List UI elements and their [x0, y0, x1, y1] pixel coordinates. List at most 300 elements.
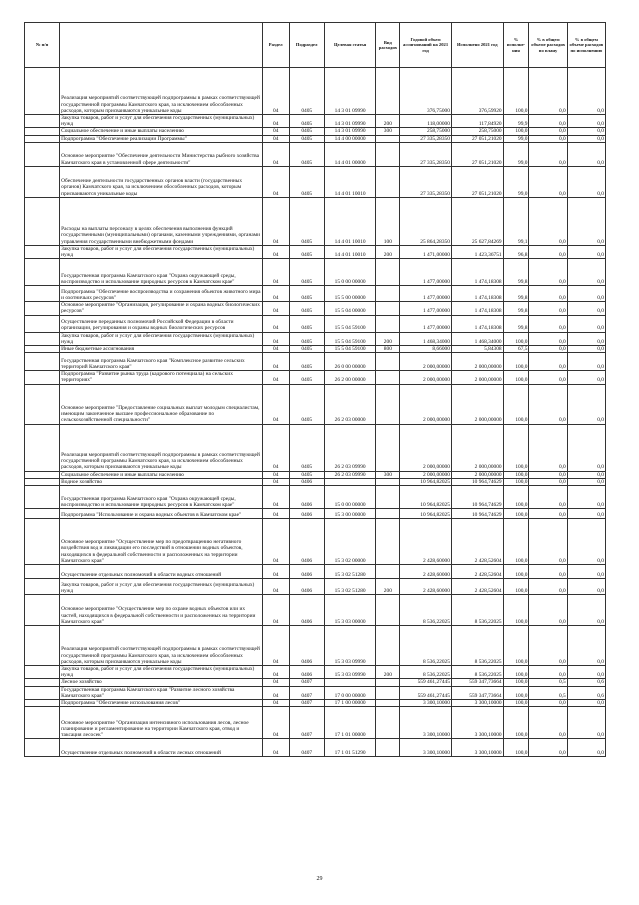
row-share-plan-cell: 0,0	[529, 128, 567, 135]
row-share-plan-cell: 0,0	[529, 509, 567, 519]
row-annual-cell: 2 000,00000	[400, 471, 452, 478]
row-share-exec-cell: 0,0	[567, 135, 605, 142]
row-section-cell: 04	[262, 332, 289, 345]
row-executed-cell: 10 964,74629	[451, 509, 503, 519]
row-annual-cell: 10 964,82025	[400, 509, 452, 519]
row-share-plan-cell: 0,0	[529, 68, 567, 115]
row-name-cell: Реализация мероприятий соответствующей подпрограммы в рамках соответствующей государственной программы Камчатского края, за исключением обособленных расходов, которым присваиваются уникальные коды	[60, 626, 263, 666]
row-annual-cell: 8 536,22025	[400, 595, 452, 626]
row-share-plan-cell: 0,0	[529, 332, 567, 345]
row-executed-cell: 2 000,00000	[451, 424, 503, 471]
row-share-exec-cell: 0,0	[567, 509, 605, 519]
row-share-plan-cell: 0,0	[529, 424, 567, 471]
row-subsection-cell: 0406	[289, 666, 324, 679]
row-annual-cell: 3 300,10000	[400, 739, 452, 757]
row-share-exec-cell: 0,0	[567, 128, 605, 135]
row-num-cell	[25, 565, 60, 579]
table-row	[25, 128, 606, 135]
row-executed-cell: 3 300,10000	[451, 700, 503, 707]
row-pct-cell: 100,0	[503, 565, 529, 579]
row-pct-cell: 100,0	[503, 707, 529, 739]
header-num: № п/п	[25, 23, 60, 68]
row-section-cell: 04	[262, 565, 289, 579]
row-target-cell: 26 2 03 00000	[324, 384, 376, 424]
row-share-exec-cell: 0,0	[567, 565, 605, 579]
row-share-exec-cell: 0,0	[567, 707, 605, 739]
row-target-cell: 15 5 04 00000	[324, 302, 376, 315]
table-row	[25, 346, 606, 353]
row-share-exec-cell: 0,0	[567, 68, 605, 115]
table-row	[25, 686, 606, 699]
row-name-cell: Социальное обеспечение и иные выплаты населению	[60, 128, 263, 135]
row-share-exec-cell: 0,0	[567, 478, 605, 485]
row-exp-type-cell	[376, 739, 400, 757]
row-executed-cell: 1 468,34000	[451, 332, 503, 345]
row-name-cell: Основное мероприятие "Осуществление мер по предотвращению негативного воздействия вод и ликвидации его последствий в отношении водных объектов, находящихся в федеральной собственности и расположенных на территории Камчатского края"	[60, 519, 263, 565]
row-exp-type-cell	[376, 142, 400, 166]
row-annual-cell: 2 428,60000	[400, 579, 452, 595]
row-executed-cell: 8 536,22025	[451, 666, 503, 679]
row-annual-cell: 27 335,28350	[400, 166, 452, 197]
row-name-cell: Закупка товаров, работ и услуг для обеспечения государственных (муниципальных) нужд	[60, 115, 263, 128]
row-section-cell: 04	[262, 739, 289, 757]
row-exp-type-cell	[376, 135, 400, 142]
header-share-plan: % в общем объеме расходов по плану	[529, 23, 567, 68]
row-pct-cell: 100,0	[503, 424, 529, 471]
row-section-cell: 04	[262, 595, 289, 626]
row-share-exec-cell: 0,0	[567, 245, 605, 258]
row-annual-cell: 118,00000	[400, 115, 452, 128]
row-annual-cell: 25 864,28350	[400, 197, 452, 245]
table-row	[25, 371, 606, 384]
row-num-cell	[25, 332, 60, 345]
row-num-cell	[25, 686, 60, 699]
table-row	[25, 259, 606, 286]
row-num-cell	[25, 579, 60, 595]
row-share-exec-cell: 0,6	[567, 679, 605, 686]
row-target-cell: 17 1 01 00000	[324, 707, 376, 739]
row-annual-cell: 2 428,60000	[400, 565, 452, 579]
row-share-exec-cell: 0,0	[567, 519, 605, 565]
table-row	[25, 595, 606, 626]
table-row	[25, 579, 606, 595]
row-share-plan-cell: 0,0	[529, 166, 567, 197]
row-exp-type-cell: 300	[376, 128, 400, 135]
row-target-cell: 15 3 03 09990	[324, 666, 376, 679]
row-subsection-cell: 0406	[289, 579, 324, 595]
row-executed-cell: 2 000,00000	[451, 371, 503, 384]
row-pct-cell: 99,0	[503, 166, 529, 197]
row-executed-cell: 258,75000	[451, 128, 503, 135]
row-exp-type-cell	[376, 384, 400, 424]
table-row	[25, 666, 606, 679]
row-share-exec-cell: 0,0	[567, 353, 605, 371]
row-name-cell: Реализация мероприятий соответствующей подпрограммы в рамках соответствующей государственной программы Камчатского края, за исключением обособленных расходов, которым присваиваются уникальные коды	[60, 68, 263, 115]
row-exp-type-cell	[376, 68, 400, 115]
row-subsection-cell: 0407	[289, 707, 324, 739]
row-section-cell: 04	[262, 346, 289, 353]
row-annual-cell: 1 477,00000	[400, 286, 452, 302]
header-name	[60, 23, 263, 68]
row-subsection-cell: 0405	[289, 424, 324, 471]
row-executed-cell: 10 964,74629	[451, 486, 503, 509]
row-share-exec-cell: 0,0	[567, 579, 605, 595]
row-subsection-cell: 0405	[289, 115, 324, 128]
row-name-cell: Государственная программа Камчатского края "Развитие лесного хозяйства Камчатского края"	[60, 686, 263, 699]
table-row	[25, 353, 606, 371]
row-annual-cell: 10 964,82025	[400, 486, 452, 509]
row-executed-cell: 376,59920	[451, 68, 503, 115]
row-subsection-cell: 0405	[289, 166, 324, 197]
row-pct-cell: 100,0	[503, 686, 529, 699]
row-target-cell: 15 0 00 00000	[324, 486, 376, 509]
row-num-cell	[25, 197, 60, 245]
table-row	[25, 166, 606, 197]
table-row	[25, 197, 606, 245]
row-name-cell: Основное мероприятие "Организация, регулирование и охрана водных биологических ресурсов"	[60, 302, 263, 315]
row-annual-cell: 27 335,28350	[400, 135, 452, 142]
row-section-cell: 04	[262, 519, 289, 565]
row-pct-cell: 99,1	[503, 197, 529, 245]
row-target-cell: 15 3 03 09990	[324, 626, 376, 666]
table-row	[25, 68, 606, 115]
row-exp-type-cell	[376, 286, 400, 302]
row-executed-cell: 559 347,73664	[451, 679, 503, 686]
row-target-cell: 15 3 03 00000	[324, 595, 376, 626]
row-num-cell	[25, 424, 60, 471]
row-exp-type-cell: 200	[376, 332, 400, 345]
row-annual-cell: 2 000,00000	[400, 424, 452, 471]
row-executed-cell: 8 536,22025	[451, 626, 503, 666]
row-name-cell: Осуществление отдельных полномочий в области водных отношений	[60, 565, 263, 579]
row-target-cell: 15 0 00 00000	[324, 259, 376, 286]
header-target: Целевая статья	[324, 23, 376, 68]
row-section-cell: 04	[262, 115, 289, 128]
table-row	[25, 302, 606, 315]
row-subsection-cell: 0407	[289, 700, 324, 707]
row-share-plan-cell: 0,0	[529, 471, 567, 478]
row-exp-type-cell	[376, 424, 400, 471]
row-target-cell: 15 5 04 59100	[324, 315, 376, 332]
row-target-cell: 26 2 03 09990	[324, 471, 376, 478]
row-share-plan-cell: 0,0	[529, 245, 567, 258]
row-target-cell: 15 3 00 00000	[324, 509, 376, 519]
row-subsection-cell: 0405	[289, 197, 324, 245]
row-target-cell: 14 3 01 09990	[324, 115, 376, 128]
table-row	[25, 509, 606, 519]
row-name-cell: Закупка товаров, работ и услуг для обеспечения государственных (муниципальных) нужд	[60, 245, 263, 258]
row-share-exec-cell: 0,0	[567, 424, 605, 471]
row-annual-cell: 258,75000	[400, 128, 452, 135]
row-name-cell: Основное мероприятие "Обеспечение деятельности Министерства рыбного хозяйства Камчатского края в установленной сфере деятельности"	[60, 142, 263, 166]
row-name-cell: Закупка товаров, работ и услуг для обеспечения государственных (муниципальных) нужд	[60, 579, 263, 595]
row-num-cell	[25, 68, 60, 115]
row-exp-type-cell	[376, 509, 400, 519]
row-annual-cell: 2 428,60000	[400, 519, 452, 565]
row-executed-cell: 2 428,52604	[451, 519, 503, 565]
row-subsection-cell: 0405	[289, 128, 324, 135]
row-pct-cell: 100,0	[503, 486, 529, 509]
row-name-cell: Государственная программа Камчатского края "Охрана окружающей среды, воспроизводство и использование природных ресурсов в Камчатском крае"	[60, 259, 263, 286]
row-annual-cell: 27 335,28350	[400, 142, 452, 166]
row-num-cell	[25, 128, 60, 135]
row-share-plan-cell: 0,0	[529, 707, 567, 739]
table-row	[25, 486, 606, 509]
row-target-cell	[324, 679, 376, 686]
row-name-cell: Водное хозяйство	[60, 478, 263, 485]
row-section-cell: 04	[262, 371, 289, 384]
row-share-plan-cell: 0,0	[529, 115, 567, 128]
row-num-cell	[25, 739, 60, 757]
row-target-cell: 17 1 01 51290	[324, 739, 376, 757]
row-name-cell: Осуществление отдельных полномочий в области лесных отношений	[60, 739, 263, 757]
row-executed-cell: 2 428,52604	[451, 565, 503, 579]
budget-execution-table	[24, 22, 606, 757]
row-annual-cell: 3 300,10000	[400, 700, 452, 707]
table-row	[25, 700, 606, 707]
row-subsection-cell: 0405	[289, 353, 324, 371]
row-share-plan-cell: 0,0	[529, 739, 567, 757]
row-name-cell: Расходы на выплаты персоналу в целях обеспечения выполнения функций государственными (муниципальными) органами, казенными учреждениями, органами управления государственными внебюджетными фондами	[60, 197, 263, 245]
row-pct-cell: 100,0	[503, 595, 529, 626]
header-executed: Исполнено 2021 год	[451, 23, 503, 68]
row-subsection-cell: 0406	[289, 595, 324, 626]
row-pct-cell: 67,5	[503, 346, 529, 353]
row-share-exec-cell: 0,0	[567, 384, 605, 424]
row-name-cell: Обеспечение деятельности государственных органов власти (государственных органов) Камчатского края, за исключением обособленных расходов, которым присваиваются уникальные коды	[60, 166, 263, 197]
row-share-exec-cell: 0,0	[567, 259, 605, 286]
row-name-cell: Подпрограмма "Использование и охрана водных объектов в Камчатском крае"	[60, 509, 263, 519]
row-name-cell: Лесное хозяйство	[60, 679, 263, 686]
row-pct-cell: 100,0	[503, 626, 529, 666]
row-share-exec-cell: 0,0	[567, 332, 605, 345]
row-name-cell: Социальное обеспечение и иные выплаты населению	[60, 471, 263, 478]
row-subsection-cell: 0405	[289, 384, 324, 424]
row-num-cell	[25, 315, 60, 332]
row-share-exec-cell: 0,0	[567, 315, 605, 332]
row-share-exec-cell: 0,0	[567, 739, 605, 757]
row-exp-type-cell	[376, 679, 400, 686]
row-pct-cell: 99,9	[503, 115, 529, 128]
table-row	[25, 286, 606, 302]
row-exp-type-cell	[376, 353, 400, 371]
row-subsection-cell: 0407	[289, 679, 324, 686]
row-num-cell	[25, 700, 60, 707]
row-subsection-cell: 0405	[289, 315, 324, 332]
row-num-cell	[25, 486, 60, 509]
table-header	[25, 23, 606, 68]
row-num-cell	[25, 666, 60, 679]
row-executed-cell: 2 000,00000	[451, 353, 503, 371]
row-num-cell	[25, 626, 60, 666]
row-name-cell: Закупка товаров, работ и услуг для обеспечения государственных (муниципальных) нужд	[60, 666, 263, 679]
row-annual-cell: 1 477,00000	[400, 302, 452, 315]
table-row	[25, 471, 606, 478]
row-pct-cell: 100,0	[503, 332, 529, 345]
row-section-cell: 04	[262, 128, 289, 135]
row-share-exec-cell: 0,0	[567, 286, 605, 302]
row-num-cell	[25, 245, 60, 258]
row-exp-type-cell	[376, 707, 400, 739]
row-num-cell	[25, 135, 60, 142]
row-exp-type-cell	[376, 519, 400, 565]
row-section-cell: 04	[262, 679, 289, 686]
row-share-plan-cell: 0,5	[529, 686, 567, 699]
row-section-cell: 04	[262, 259, 289, 286]
row-section-cell: 04	[262, 478, 289, 485]
row-pct-cell: 100,0	[503, 384, 529, 424]
row-annual-cell: 559 461,27445	[400, 686, 452, 699]
row-share-plan-cell: 0,0	[529, 371, 567, 384]
row-pct-cell: 100,0	[503, 471, 529, 478]
row-share-plan-cell: 0,0	[529, 579, 567, 595]
row-subsection-cell: 0405	[289, 471, 324, 478]
row-share-exec-cell: 0,0	[567, 486, 605, 509]
header-pct: % исполне-ния	[503, 23, 529, 68]
row-subsection-cell: 0406	[289, 565, 324, 579]
row-num-cell	[25, 115, 60, 128]
row-pct-cell: 100,0	[503, 700, 529, 707]
row-name-cell: Государственная программа Камчатского края "Охрана окружающей среды, воспроизводство и использование природных ресурсов в Камчатском крае"	[60, 486, 263, 509]
row-name-cell: Подпрограмма "Развитие рынка труда (кадрового потенциала) на сельских территориях"	[60, 371, 263, 384]
row-subsection-cell: 0405	[289, 68, 324, 115]
row-share-exec-cell: 0,0	[567, 115, 605, 128]
row-pct-cell: 99,8	[503, 286, 529, 302]
row-name-cell: Осуществление переданных полномочий Российской Федерации в области организации, регулирования и охраны водных биологических ресурсов	[60, 315, 263, 332]
table-row	[25, 707, 606, 739]
row-target-cell: 14 4 00 00000	[324, 135, 376, 142]
row-pct-cell: 100,0	[503, 519, 529, 565]
row-pct-cell: 100,0	[503, 353, 529, 371]
row-target-cell: 14 4 01 10010	[324, 197, 376, 245]
row-executed-cell: 2 000,00000	[451, 471, 503, 478]
page-number: 29	[316, 876, 323, 882]
row-target-cell: 17 0 00 00000	[324, 686, 376, 699]
row-annual-cell: 2 000,00000	[400, 371, 452, 384]
row-target-cell: 14 4 01 00000	[324, 142, 376, 166]
row-section-cell: 04	[262, 666, 289, 679]
row-section-cell: 04	[262, 707, 289, 739]
row-exp-type-cell: 200	[376, 666, 400, 679]
row-executed-cell: 27 051,21020	[451, 135, 503, 142]
row-section-cell: 04	[262, 626, 289, 666]
row-exp-type-cell	[376, 626, 400, 666]
row-executed-cell: 5,84308	[451, 346, 503, 353]
row-num-cell	[25, 353, 60, 371]
row-subsection-cell: 0405	[289, 302, 324, 315]
row-pct-cell: 100,0	[503, 68, 529, 115]
row-annual-cell: 2 000,00000	[400, 353, 452, 371]
row-target-cell: 26 2 03 09990	[324, 424, 376, 471]
row-name-cell: Государственная программа Камчатского края "Комплексное развитие сельских территорий Камчатского края"	[60, 353, 263, 371]
row-num-cell	[25, 509, 60, 519]
row-executed-cell: 27 051,21020	[451, 166, 503, 197]
row-exp-type-cell	[376, 486, 400, 509]
header-subsection: Подраздел	[289, 23, 324, 68]
row-pct-cell: 99,0	[503, 142, 529, 166]
row-subsection-cell: 0405	[289, 332, 324, 345]
header-row	[25, 23, 606, 68]
row-executed-cell: 27 051,21020	[451, 142, 503, 166]
row-share-exec-cell: 0,0	[567, 700, 605, 707]
row-share-plan-cell: 0,0	[529, 302, 567, 315]
header-share-exec: % в общем объеме расходов по исполнению	[567, 23, 605, 68]
row-section-cell: 04	[262, 579, 289, 595]
row-pct-cell: 100,0	[503, 666, 529, 679]
table-row	[25, 115, 606, 128]
row-exp-type-cell: 200	[376, 245, 400, 258]
row-pct-cell: 100,0	[503, 128, 529, 135]
row-executed-cell: 8 536,22025	[451, 595, 503, 626]
row-share-plan-cell: 0,0	[529, 626, 567, 666]
row-share-exec-cell: 0,0	[567, 346, 605, 353]
row-share-plan-cell: 0,0	[529, 142, 567, 166]
row-section-cell: 04	[262, 135, 289, 142]
row-subsection-cell: 0406	[289, 519, 324, 565]
header-annual: Годовой объем ассигнований на 2021 год	[400, 23, 452, 68]
row-section-cell: 04	[262, 486, 289, 509]
row-target-cell: 15 5 04 59100	[324, 332, 376, 345]
table-row	[25, 679, 606, 686]
row-executed-cell: 1 474,18308	[451, 302, 503, 315]
table-row	[25, 739, 606, 757]
row-subsection-cell: 0405	[289, 245, 324, 258]
table-row	[25, 245, 606, 258]
row-num-cell	[25, 679, 60, 686]
row-name-cell: Подпрограмма "Обеспечение воспроизводства и сохранения объектов животного мира и охотничьих ресурсов"	[60, 286, 263, 302]
row-annual-cell: 8 536,22025	[400, 626, 452, 666]
row-share-plan-cell: 0,5	[529, 679, 567, 686]
table-row	[25, 478, 606, 485]
row-exp-type-cell	[376, 686, 400, 699]
row-annual-cell: 3 300,10000	[400, 707, 452, 739]
row-share-plan-cell: 0,0	[529, 197, 567, 245]
row-num-cell	[25, 302, 60, 315]
row-executed-cell: 25 627,84269	[451, 197, 503, 245]
row-num-cell	[25, 471, 60, 478]
row-num-cell	[25, 519, 60, 565]
row-pct-cell: 100,0	[503, 679, 529, 686]
row-pct-cell: 99,8	[503, 259, 529, 286]
row-name-cell: Реализация мероприятий соответствующей подпрограммы в рамках соответствующей государственной программы Камчатского края, за исключением обособленных расходов, которым присваиваются уникальные коды	[60, 424, 263, 471]
row-section-cell: 04	[262, 471, 289, 478]
row-annual-cell: 1 477,00000	[400, 259, 452, 286]
row-executed-cell: 1 474,18308	[451, 259, 503, 286]
row-exp-type-cell: 100	[376, 197, 400, 245]
row-share-plan-cell: 0,0	[529, 700, 567, 707]
table-row	[25, 315, 606, 332]
row-target-cell	[324, 478, 376, 485]
row-subsection-cell: 0405	[289, 259, 324, 286]
row-section-cell: 04	[262, 302, 289, 315]
row-share-exec-cell: 0,0	[567, 626, 605, 666]
table-row	[25, 332, 606, 345]
row-subsection-cell: 0405	[289, 346, 324, 353]
row-executed-cell: 1 423,36751	[451, 245, 503, 258]
row-share-plan-cell: 0,0	[529, 286, 567, 302]
row-name-cell: Подпрограмма "Обеспечение реализации Программы"	[60, 135, 263, 142]
table-row	[25, 626, 606, 666]
row-exp-type-cell: 300	[376, 471, 400, 478]
row-target-cell: 15 3 02 51280	[324, 565, 376, 579]
table-row	[25, 135, 606, 142]
row-target-cell: 15 3 02 51280	[324, 579, 376, 595]
row-share-plan-cell: 0,0	[529, 595, 567, 626]
row-subsection-cell: 0405	[289, 142, 324, 166]
row-pct-cell: 100,0	[503, 509, 529, 519]
header-exp-type: Вид расходов	[376, 23, 400, 68]
row-exp-type-cell	[376, 259, 400, 286]
